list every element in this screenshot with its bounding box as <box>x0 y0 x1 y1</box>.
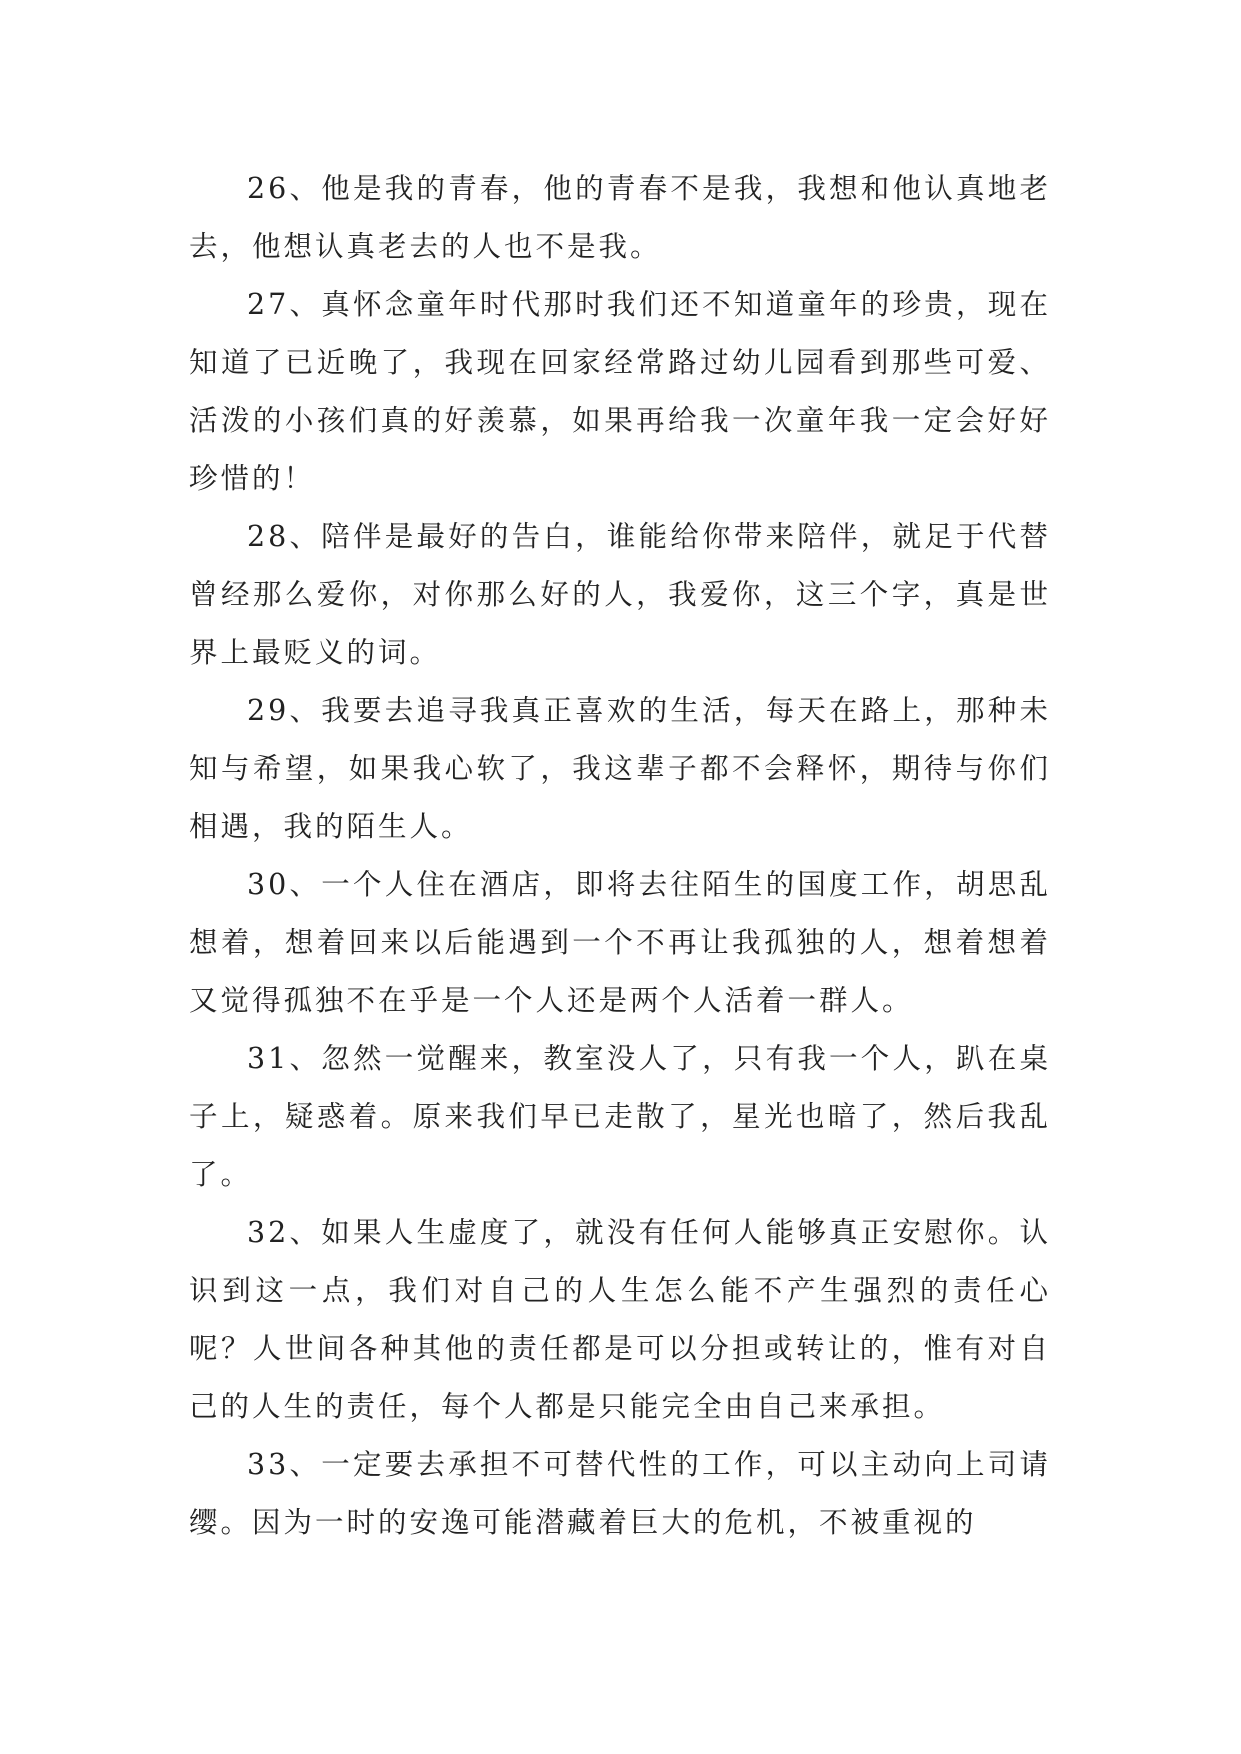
paragraph-31: 31、忽然一觉醒来，教室没人了，只有我一个人，趴在桌子上，疑惑着。原来我们早已走散了，星光也暗了，然后我乱了。 <box>189 1042 1051 1191</box>
paragraph-32: 32、如果人生虚度了，就没有任何人能够真正安慰你。认识到这一点，我们对自己的人生怎么能不产生强烈的责任心呢？人世间各种其他的责任都是可以分担或转让的，惟有对自己的人生的责任，每个人都是只能完全由自己来承担。 <box>189 1216 1051 1423</box>
paragraph-29: 29、我要去追寻我真正喜欢的生活，每天在路上，那种未知与希望，如果我心软了，我这辈子都不会释怀，期待与你们相遇，我的陌生人。 <box>189 694 1051 843</box>
paragraph-26: 26、他是我的青春，他的青春不是我，我想和他认真地老去，他想认真老去的人也不是我。 <box>189 172 1051 263</box>
document-body <box>189 160 1051 1552</box>
paragraph-28: 28、陪伴是最好的告白，谁能给你带来陪伴，就足于代替曾经那么爱你，对你那么好的人，我爱你，这三个字，真是世界上最贬义的词。 <box>189 520 1051 669</box>
paragraph-27: 27、真怀念童年时代那时我们还不知道童年的珍贵，现在知道了已近晚了，我现在回家经常路过幼儿园看到那些可爱、活泼的小孩们真的好羡慕，如果再给我一次童年我一定会好好珍惜的！ <box>189 288 1051 495</box>
paragraph-30: 30、一个人住在酒店，即将去往陌生的国度工作，胡思乱想着，想着回来以后能遇到一个不再让我孤独的人，想着想着又觉得孤独不在乎是一个人还是两个人活着一群人。 <box>189 868 1051 1017</box>
paragraph-33: 33、一定要去承担不可替代性的工作，可以主动向上司请缨。因为一时的安逸可能潜藏着巨大的危机，不被重视的 <box>189 1448 1051 1539</box>
